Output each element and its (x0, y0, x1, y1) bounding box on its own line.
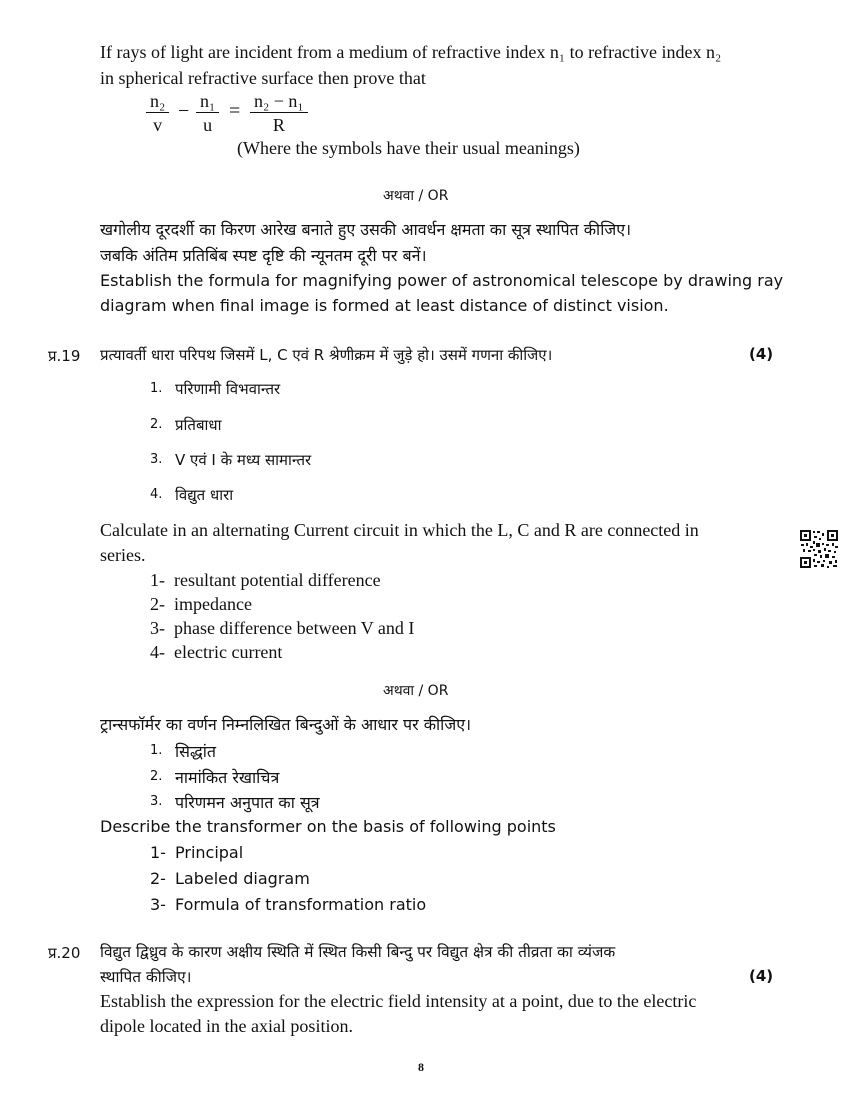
list-item-number: 3- (150, 618, 165, 638)
q19-alt-hindi-text: ट्रान्सफॉर्मर का वर्णन निम्नलिखित बिन्दुओं के आधार पर कीजिए। (100, 715, 472, 734)
q19-english-line-2: series. (100, 545, 146, 565)
list-item-number: 1- (150, 843, 166, 862)
list-item-text: नामांकित रेखाचित्र (175, 768, 280, 787)
intro-note: (Where the symbols have their usual meanings) (237, 138, 580, 158)
list-item-text: प्रतिबाधा (175, 416, 222, 434)
list-item-text: Principal (175, 843, 244, 862)
equals-sign: = (229, 100, 241, 122)
alt-hindi-line-2: जबकि अंतिम प्रतिबिंब स्पष्ट दृष्टि की न्यूनतम दूरी पर बनें। (100, 246, 427, 265)
list-item-number: 1. (150, 381, 163, 396)
list-item-text: Labeled diagram (175, 869, 310, 888)
list-item-text: Formula of transformation ratio (175, 895, 427, 914)
list-item-text: phase difference between V and I (174, 618, 415, 638)
or-separator-2: अथवा / OR (383, 683, 449, 699)
fraction-n2-over-v: $\frac{\text{n₂}}{v}$ (146, 90, 169, 137)
list-item-number: 1- (150, 570, 165, 590)
list-item-text: impedance (174, 594, 252, 614)
list-item-text: electric current (174, 642, 283, 662)
list-item-number: 2. (150, 769, 163, 784)
q19-english-line-1: Calculate in an alternating Current circuit in which the L, C and R are connected in (100, 520, 699, 540)
intro-line-2: in spherical refractive surface then prove that (100, 68, 426, 88)
fraction-n1-over-u: $\frac{\text{n₁}}{u}$ (196, 90, 219, 137)
list-item-text: resultant potential difference (174, 570, 381, 590)
q20-hindi-line-2: स्थापित कीजिए। (100, 968, 192, 986)
list-item-number: 3. (150, 452, 163, 467)
list-item-number: 3. (150, 794, 163, 809)
q20-english-line-2: dipole located in the axial position. (100, 1016, 353, 1036)
alt-hindi-line-1: खगोलीय दूरदर्शी का किरण आरेख बनाते हुए उसकी आवर्धन क्षमता का सूत्र स्थापित कीजिए। (100, 220, 632, 239)
intro-line-1: If rays of light are incident from a medium of refractive index n₁ to refractive index n₂ (100, 42, 722, 62)
list-item-text: परिणमन अनुपात का सूत्र (175, 793, 320, 812)
list-item-number: 1. (150, 743, 163, 758)
list-item-text: परिणामी विभवान्तर (175, 380, 281, 398)
q20-english-line-1: Establish the expression for the electric field intensity at a point, due to the electric (100, 991, 697, 1011)
alt-english-line-2: diagram when final image is formed at least distance of distinct vision. (100, 296, 669, 315)
list-item-number: 3- (150, 895, 166, 914)
q20-hindi-line-1: विद्युत द्विध्रुव के कारण अक्षीय स्थिति में स्थित किसी बिन्दु पर विद्युत क्षेत्र की तीव्रता का व्यंजक (100, 943, 616, 961)
question-number-19: प्र.19 (48, 347, 81, 365)
list-item-number: 2. (150, 417, 163, 432)
q19-marks: (4) (749, 345, 774, 363)
list-item-text: सिद्धांत (175, 742, 217, 761)
minus-sign: − (178, 100, 190, 122)
fraction-n2-minus-n1-over-r: $\frac{\text{n₂ − n₁}}{R}$ (250, 90, 308, 137)
or-separator-1: अथवा / OR (383, 188, 449, 204)
alt-english-line-1: Establish the formula for magnifying power of astronomical telescope by drawing ray (100, 271, 784, 290)
list-item-number: 4- (150, 642, 165, 662)
list-item-number: 2- (150, 594, 165, 614)
list-item-number: 2- (150, 869, 166, 888)
list-item-text: विद्युत धारा (175, 486, 234, 504)
page-number: 8 (418, 1060, 424, 1074)
q19-alt-english-text: Describe the transformer on the basis of following points (100, 817, 556, 836)
list-item-text: V एवं I के मध्य सामान्तर (175, 451, 312, 469)
q19-hindi-text: प्रत्यावर्ती धारा परिपथ जिसमें L, C एवं R श्रेणीक्रम में जुड़े हो। उसमें गणना कीजिए। (100, 346, 553, 364)
question-number-20: प्र.20 (48, 944, 81, 962)
qr-code-icon (799, 529, 839, 569)
list-item-number: 4. (150, 487, 163, 502)
q20-marks: (4) (749, 967, 774, 985)
